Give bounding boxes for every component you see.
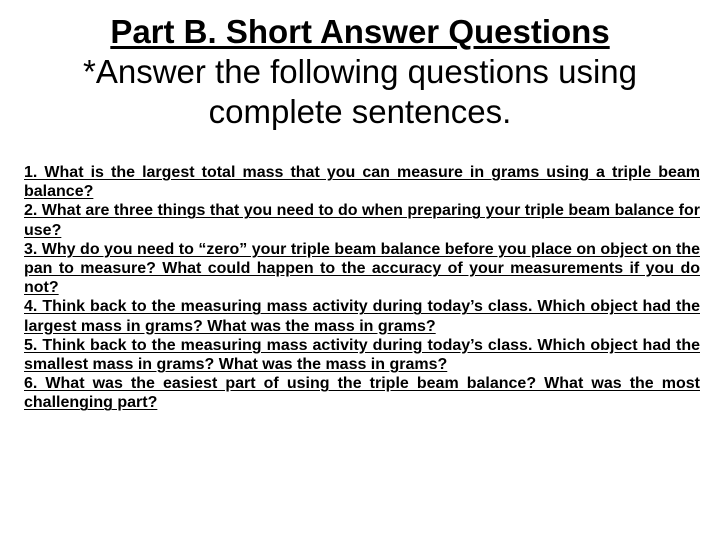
instructions-line-1: *Answer the following questions using: [83, 53, 637, 90]
question-6: 6. What was the easiest part of using the triple beam balance? What was the most challenging part?: [24, 375, 700, 412]
instructions-line-2: complete sentences.: [208, 93, 512, 130]
question-5: 5. Think back to the measuring mass activity during today’s class. Which object had the smallest mass in grams? What was the mass in grams?: [24, 336, 700, 374]
page-title: Part B. Short Answer Questions: [110, 13, 610, 50]
question-4: 4. Think back to the measuring mass activity during today’s class. Which object had the largest mass in grams? What was the mass in grams?: [24, 298, 700, 335]
question-2: 2. What are three things that you need to do when preparing your triple beam balance for use?: [24, 202, 700, 239]
question-1: 1. What is the largest total mass that you can measure in grams using a triple beam balance?: [24, 164, 700, 201]
question-3: 3. Why do you need to “zero” your triple beam balance before you place on object on the pan to measure? What could happen to the accuracy of your measurements if you do not?: [24, 240, 700, 297]
title-block: [20, 12, 700, 132]
question-list: [24, 163, 700, 413]
